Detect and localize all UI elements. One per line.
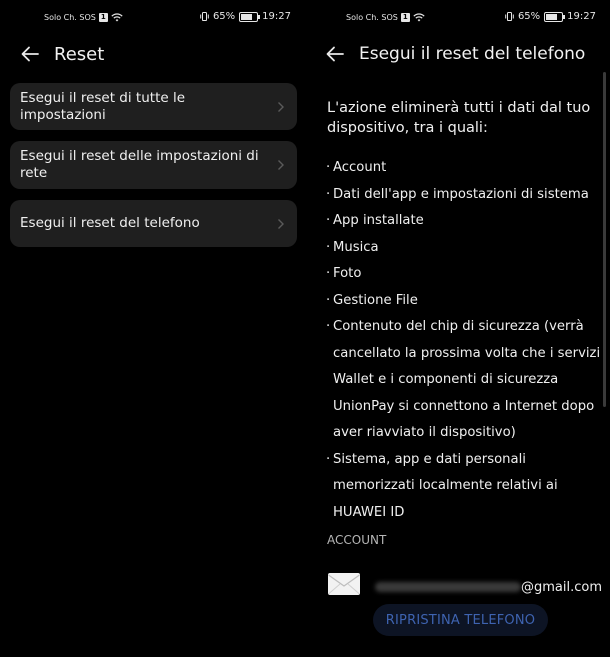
battery-icon bbox=[544, 12, 563, 22]
status-bar bbox=[305, 0, 610, 34]
battery-percent: 65% bbox=[517, 11, 541, 22]
list-item: · Gestione File bbox=[327, 288, 607, 315]
vibrate-icon bbox=[200, 12, 209, 21]
carrier-label: Solo Ch. SOS bbox=[44, 13, 96, 22]
battery-fill bbox=[546, 14, 557, 20]
chevron-right-icon bbox=[277, 159, 285, 171]
vibrate-icon bbox=[505, 12, 514, 21]
account-row bbox=[327, 572, 603, 602]
header bbox=[305, 38, 610, 70]
menu-item-label: Esegui il reset delle impostazioni di rete bbox=[20, 148, 259, 181]
warning-intro: L'azione eliminerà tutti i dati dal tuo dispositivo, tra i quali: bbox=[327, 100, 591, 136]
account-section-label: ACCOUNT bbox=[327, 533, 387, 547]
status-right bbox=[505, 11, 596, 22]
clock: 19:27 bbox=[262, 11, 291, 22]
menu-item-label: Esegui il reset del telefono bbox=[20, 215, 200, 231]
reset-network-settings-item[interactable] bbox=[10, 141, 297, 189]
sim-badge: 1 bbox=[100, 13, 106, 21]
email-redacted bbox=[375, 582, 521, 592]
list-item: · Contenuto del chip di sicurezza (verrà cancellato la prossima volta che i servizi Wallet e i componenti di sicurezza UnionPay si connettono a Internet dopo aver riavviato il dispositivo) bbox=[327, 314, 607, 447]
list-item: · Account bbox=[327, 155, 607, 182]
battery-fill bbox=[241, 14, 252, 20]
list-item: · Musica bbox=[327, 235, 607, 262]
data-list bbox=[327, 155, 607, 526]
list-item: · Sistema, app e dati personali memorizzati localmente relativi ai HUAWEI ID bbox=[327, 447, 607, 527]
chevron-right-icon bbox=[277, 101, 285, 113]
carrier-info bbox=[346, 13, 425, 22]
page-title: Esegui il reset del telefono bbox=[359, 44, 586, 64]
page-title: Reset bbox=[54, 43, 105, 65]
back-arrow-icon[interactable] bbox=[20, 44, 40, 64]
reset-phone-item[interactable] bbox=[10, 200, 297, 247]
status-right bbox=[200, 11, 291, 22]
back-arrow-icon[interactable] bbox=[325, 44, 345, 64]
menu-item-label: Esegui il reset di tutte le impostazioni bbox=[20, 89, 186, 123]
mail-icon bbox=[327, 572, 361, 598]
sim-badge: 1 bbox=[402, 13, 408, 21]
email-domain: @gmail.com bbox=[521, 580, 603, 595]
battery-icon bbox=[239, 12, 258, 22]
status-bar bbox=[0, 0, 305, 34]
clock: 19:27 bbox=[567, 11, 596, 22]
header bbox=[0, 38, 305, 70]
reset-phone-button[interactable]: RIPRISTINA TELEFONO bbox=[373, 604, 548, 636]
list-item: · Foto bbox=[327, 261, 607, 288]
battery-percent: 65% bbox=[212, 11, 236, 22]
list-item: · Dati dell'app e impostazioni di sistema bbox=[327, 182, 607, 209]
carrier-label: Solo Ch. SOS bbox=[346, 13, 398, 22]
reset-all-settings-item[interactable] bbox=[10, 83, 297, 130]
chevron-right-icon bbox=[277, 218, 285, 230]
carrier-info bbox=[44, 13, 123, 22]
wifi-icon bbox=[413, 13, 425, 22]
reset-phone-screen bbox=[305, 0, 610, 657]
list-item: · App installate bbox=[327, 208, 607, 235]
wifi-icon bbox=[111, 13, 123, 22]
